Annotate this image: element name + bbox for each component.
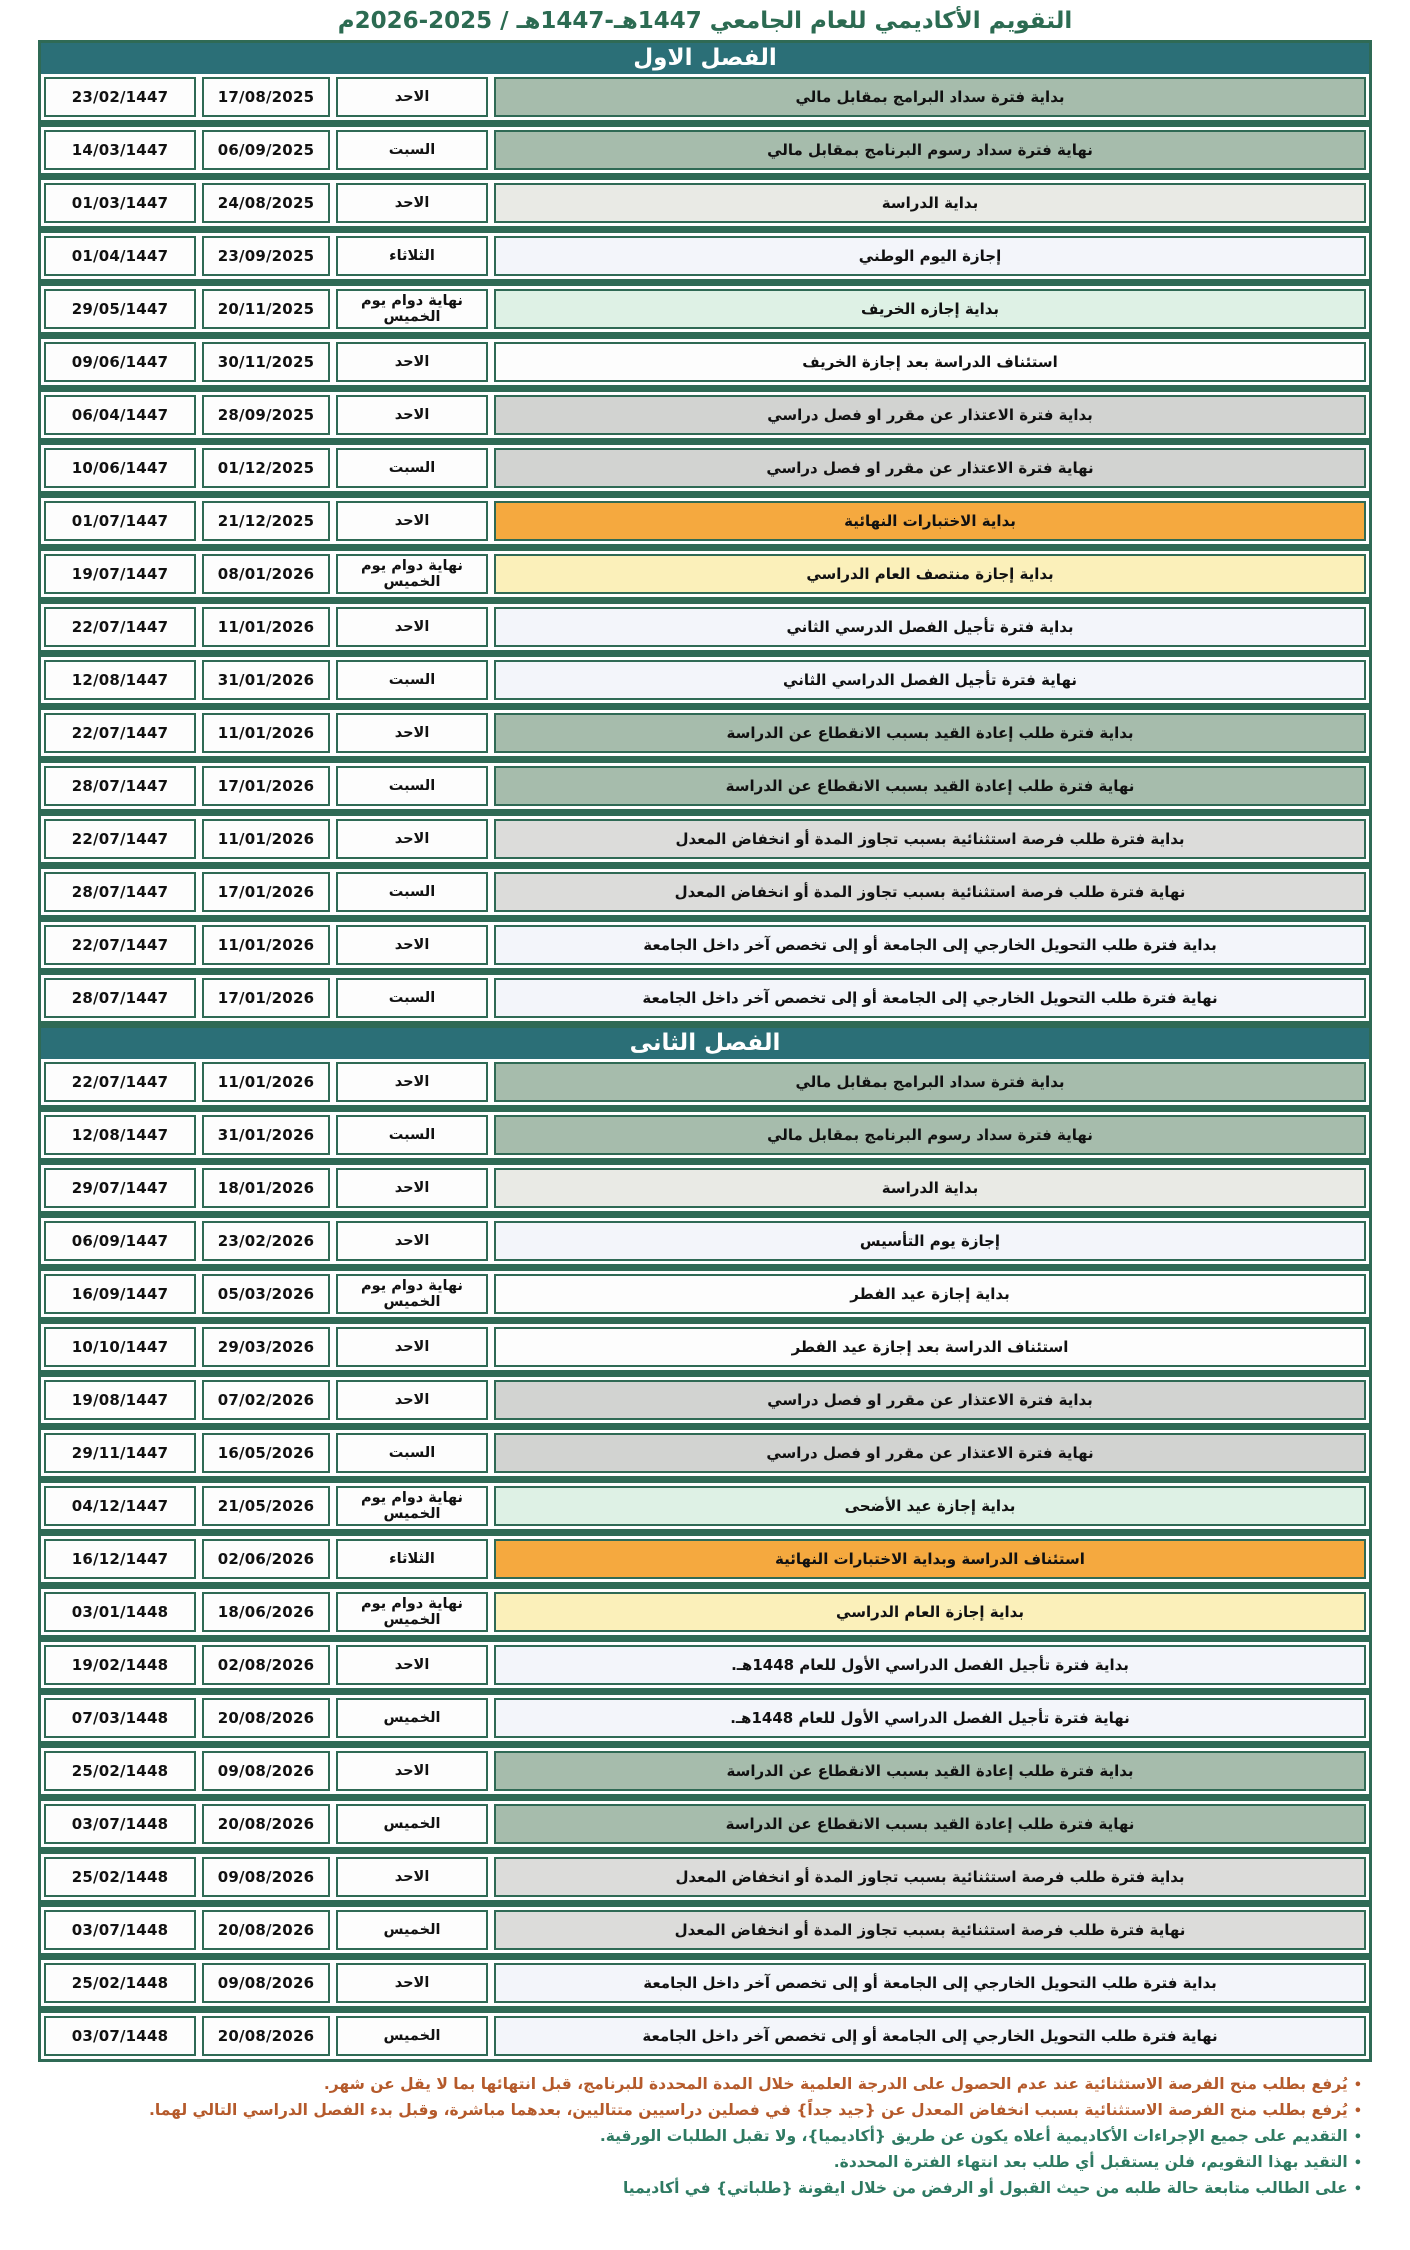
day-cell: الخميس bbox=[336, 2016, 488, 2056]
event-cell: بداية إجازة العام الدراسي bbox=[494, 1592, 1366, 1632]
event-cell: نهاية فترة تأجيل الفصل الدراسي الأول للعام 1448هـ. bbox=[494, 1698, 1366, 1738]
event-cell: بداية فترة الاعتذار عن مقرر او فصل دراسي bbox=[494, 395, 1366, 435]
event-cell: نهاية فترة تأجيل الفصل الدراسي الثاني bbox=[494, 660, 1366, 700]
day-cell: الاحد bbox=[336, 1062, 488, 1102]
table-row bbox=[41, 922, 1369, 975]
day-cell: الاحد bbox=[336, 1963, 488, 2003]
event-cell: نهاية فترة الاعتذار عن مقرر او فصل دراسي bbox=[494, 1433, 1366, 1473]
page-title: التقويم الأكاديمي للعام الجامعي 1447هـ-1447هـ / 2025-2026م bbox=[337, 8, 1073, 34]
footnote-text: على الطالب متابعة حالة طلبه من حيث القبول أو الرفض من خلال ايقونة {طلباتي} في أكاديميا bbox=[622, 2179, 1348, 2197]
day-cell: السبت bbox=[336, 766, 488, 806]
day-cell: السبت bbox=[336, 1115, 488, 1155]
table-row bbox=[41, 392, 1369, 445]
day-cell: الخميس bbox=[336, 1698, 488, 1738]
bullet-icon: • bbox=[1353, 2182, 1362, 2197]
event-cell: نهاية فترة طلب فرصة استثنائية بسبب تجاوز المدة أو انخفاض المعدل bbox=[494, 872, 1366, 912]
gregorian-date-cell: 21/05/2026 bbox=[202, 1486, 330, 1526]
gregorian-date-cell: 17/01/2026 bbox=[202, 978, 330, 1018]
footnote-text: يُرفع بطلب منح الفرصة الاستثنائية بسبب انخفاض المعدل عن {جيد جداً} في فصلين دراسيين متتاليين، بعدهما مباشرة، وقبل بدء الفصل الدراسي التالي لهما. bbox=[148, 2101, 1348, 2119]
gregorian-date-cell: 05/03/2026 bbox=[202, 1274, 330, 1314]
day-cell: الاحد bbox=[336, 713, 488, 753]
gregorian-date-cell: 09/08/2026 bbox=[202, 1857, 330, 1897]
day-cell: الخميس bbox=[336, 1910, 488, 1950]
gregorian-date-cell: 17/01/2026 bbox=[202, 872, 330, 912]
day-cell: نهاية دوام يوم الخميس bbox=[336, 1274, 488, 1314]
hijri-date-cell: 03/07/1448 bbox=[44, 1804, 196, 1844]
gregorian-date-cell: 20/08/2026 bbox=[202, 1698, 330, 1738]
day-cell: الاحد bbox=[336, 1751, 488, 1791]
hijri-date-cell: 03/01/1448 bbox=[44, 1592, 196, 1632]
hijri-date-cell: 22/07/1447 bbox=[44, 1062, 196, 1102]
footnote-text: التقديم على جميع الإجراءات الأكاديمية أعلاه يكون عن طريق {أكاديميا}، ولا تقبل الطلبات الورقية. bbox=[599, 2127, 1348, 2145]
hijri-date-cell: 29/05/1447 bbox=[44, 289, 196, 329]
table-row bbox=[41, 498, 1369, 551]
gregorian-date-cell: 02/08/2026 bbox=[202, 1645, 330, 1685]
hijri-date-cell: 28/07/1447 bbox=[44, 766, 196, 806]
event-cell: بداية فترة سداد البرامج بمقابل مالي bbox=[494, 77, 1366, 117]
hijri-date-cell: 22/07/1447 bbox=[44, 607, 196, 647]
event-cell: بداية إجازة عيد الأضحى bbox=[494, 1486, 1366, 1526]
event-cell: نهاية فترة سداد رسوم البرنامج بمقابل مالي bbox=[494, 1115, 1366, 1155]
day-cell: الاحد bbox=[336, 1221, 488, 1261]
table-row bbox=[41, 710, 1369, 763]
table-row bbox=[41, 1960, 1369, 2013]
day-cell: الاحد bbox=[336, 183, 488, 223]
table-row bbox=[41, 1112, 1369, 1165]
hijri-date-cell: 29/11/1447 bbox=[44, 1433, 196, 1473]
hijri-date-cell: 28/07/1447 bbox=[44, 978, 196, 1018]
table-row bbox=[41, 551, 1369, 604]
event-cell: استئناف الدراسة بعد إجازة عيد الفطر bbox=[494, 1327, 1366, 1367]
day-cell: السبت bbox=[336, 872, 488, 912]
event-cell: نهاية فترة طلب التحويل الخارجي إلى الجامعة أو إلى تخصص آخر داخل الجامعة bbox=[494, 2016, 1366, 2056]
hijri-date-cell: 19/08/1447 bbox=[44, 1380, 196, 1420]
gregorian-date-cell: 23/09/2025 bbox=[202, 236, 330, 276]
table-row bbox=[41, 127, 1369, 180]
hijri-date-cell: 16/09/1447 bbox=[44, 1274, 196, 1314]
event-cell: بداية إجازه الخريف bbox=[494, 289, 1366, 329]
table-row bbox=[41, 1483, 1369, 1536]
day-cell: الثلاثاء bbox=[336, 1539, 488, 1579]
event-cell: بداية إجازة عيد الفطر bbox=[494, 1274, 1366, 1314]
day-cell: الخميس bbox=[336, 1804, 488, 1844]
gregorian-date-cell: 09/08/2026 bbox=[202, 1751, 330, 1791]
event-cell: بداية فترة تأجيل الفصل الدرسي الثاني bbox=[494, 607, 1366, 647]
gregorian-date-cell: 17/01/2026 bbox=[202, 766, 330, 806]
gregorian-date-cell: 11/01/2026 bbox=[202, 925, 330, 965]
hijri-date-cell: 22/07/1447 bbox=[44, 819, 196, 859]
table-row bbox=[41, 975, 1369, 1028]
hijri-date-cell: 09/06/1447 bbox=[44, 342, 196, 382]
table-row bbox=[41, 657, 1369, 710]
gregorian-date-cell: 06/09/2025 bbox=[202, 130, 330, 170]
event-cell: بداية فترة طلب التحويل الخارجي إلى الجامعة أو إلى تخصص آخر داخل الجامعة bbox=[494, 1963, 1366, 2003]
gregorian-date-cell: 11/01/2026 bbox=[202, 713, 330, 753]
event-cell: بداية إجازة منتصف العام الدراسي bbox=[494, 554, 1366, 594]
gregorian-date-cell: 11/01/2026 bbox=[202, 819, 330, 859]
table-row bbox=[41, 286, 1369, 339]
table-row bbox=[41, 1271, 1369, 1324]
semester-1-section bbox=[41, 43, 1369, 1028]
hijri-date-cell: 22/07/1447 bbox=[44, 713, 196, 753]
hijri-date-cell: 06/09/1447 bbox=[44, 1221, 196, 1261]
footnotes bbox=[40, 2072, 1362, 2202]
semester-1-rows bbox=[41, 74, 1369, 1028]
gregorian-date-cell: 28/09/2025 bbox=[202, 395, 330, 435]
day-cell: الاحد bbox=[336, 925, 488, 965]
hijri-date-cell: 16/12/1447 bbox=[44, 1539, 196, 1579]
event-cell: بداية الدراسة bbox=[494, 183, 1366, 223]
event-cell: إجازة يوم التأسيس bbox=[494, 1221, 1366, 1261]
table-row bbox=[41, 233, 1369, 286]
table-row bbox=[41, 339, 1369, 392]
event-cell: نهاية فترة الاعتذار عن مقرر او فصل دراسي bbox=[494, 448, 1366, 488]
gregorian-date-cell: 29/03/2026 bbox=[202, 1327, 330, 1367]
event-cell: استئناف الدراسة وبداية الاختبارات النهائية bbox=[494, 1539, 1366, 1579]
hijri-date-cell: 03/07/1448 bbox=[44, 2016, 196, 2056]
table-row bbox=[41, 445, 1369, 498]
bullet-icon: • bbox=[1353, 2104, 1362, 2119]
hijri-date-cell: 10/10/1447 bbox=[44, 1327, 196, 1367]
table-row bbox=[41, 1801, 1369, 1854]
day-cell: الاحد bbox=[336, 395, 488, 435]
hijri-date-cell: 25/02/1448 bbox=[44, 1963, 196, 2003]
day-cell: نهاية دوام يوم الخميس bbox=[336, 1592, 488, 1632]
day-cell: السبت bbox=[336, 130, 488, 170]
day-cell: الاحد bbox=[336, 1645, 488, 1685]
gregorian-date-cell: 31/01/2026 bbox=[202, 660, 330, 700]
footnote bbox=[40, 2176, 1362, 2202]
table-row bbox=[41, 1059, 1369, 1112]
event-cell: بداية فترة طلب إعادة القيد بسبب الانقطاع عن الدراسة bbox=[494, 1751, 1366, 1791]
hijri-date-cell: 06/04/1447 bbox=[44, 395, 196, 435]
table-row bbox=[41, 816, 1369, 869]
day-cell: السبت bbox=[336, 978, 488, 1018]
footnote bbox=[40, 2072, 1362, 2098]
hijri-date-cell: 25/02/1448 bbox=[44, 1857, 196, 1897]
gregorian-date-cell: 20/11/2025 bbox=[202, 289, 330, 329]
gregorian-date-cell: 07/02/2026 bbox=[202, 1380, 330, 1420]
event-cell: نهاية فترة طلب إعادة القيد بسبب الانقطاع عن الدراسة bbox=[494, 1804, 1366, 1844]
day-cell: السبت bbox=[336, 660, 488, 700]
event-cell: نهاية فترة طلب إعادة القيد بسبب الانقطاع عن الدراسة bbox=[494, 766, 1366, 806]
hijri-date-cell: 12/08/1447 bbox=[44, 1115, 196, 1155]
gregorian-date-cell: 01/12/2025 bbox=[202, 448, 330, 488]
hijri-date-cell: 19/02/1448 bbox=[44, 1645, 196, 1685]
footnote-text: التقيد بهذا التقويم، فلن يستقبل أي طلب بعد انتهاء الفترة المحددة. bbox=[833, 2153, 1348, 2171]
gregorian-date-cell: 08/01/2026 bbox=[202, 554, 330, 594]
day-cell: الاحد bbox=[336, 607, 488, 647]
calendar-table bbox=[38, 40, 1372, 2062]
gregorian-date-cell: 20/08/2026 bbox=[202, 1804, 330, 1844]
bullet-icon: • bbox=[1353, 2078, 1362, 2093]
semester-2-header: الفصل الثانى bbox=[41, 1028, 1369, 1059]
table-row bbox=[41, 763, 1369, 816]
footnote-text: يُرفع بطلب منح الفرصة الاستثنائية عند عدم الحصول على الدرجة العلمية خلال المدة المحددة للبرنامج، قبل انتهائها بما لا يقل عن شهر. bbox=[323, 2075, 1348, 2093]
event-cell: استئناف الدراسة بعد إجازة الخريف bbox=[494, 342, 1366, 382]
bullet-icon: • bbox=[1353, 2156, 1362, 2171]
hijri-date-cell: 01/07/1447 bbox=[44, 501, 196, 541]
table-row bbox=[41, 180, 1369, 233]
table-row bbox=[41, 869, 1369, 922]
table-row bbox=[41, 1536, 1369, 1589]
table-row bbox=[41, 2013, 1369, 2059]
event-cell: بداية فترة طلب فرصة استثنائية بسبب تجاوز المدة أو انخفاض المعدل bbox=[494, 819, 1366, 859]
table-row bbox=[41, 1218, 1369, 1271]
table-row bbox=[41, 1589, 1369, 1642]
gregorian-date-cell: 11/01/2026 bbox=[202, 1062, 330, 1102]
day-cell: السبت bbox=[336, 1433, 488, 1473]
gregorian-date-cell: 31/01/2026 bbox=[202, 1115, 330, 1155]
day-cell: الاحد bbox=[336, 1168, 488, 1208]
gregorian-date-cell: 21/12/2025 bbox=[202, 501, 330, 541]
day-cell: الاحد bbox=[336, 342, 488, 382]
event-cell: بداية فترة طلب إعادة القيد بسبب الانقطاع عن الدراسة bbox=[494, 713, 1366, 753]
day-cell: الاحد bbox=[336, 1857, 488, 1897]
table-row bbox=[41, 74, 1369, 127]
table-row bbox=[41, 1377, 1369, 1430]
hijri-date-cell: 19/07/1447 bbox=[44, 554, 196, 594]
gregorian-date-cell: 16/05/2026 bbox=[202, 1433, 330, 1473]
day-cell: الاحد bbox=[336, 819, 488, 859]
table-row bbox=[41, 604, 1369, 657]
table-row bbox=[41, 1165, 1369, 1218]
day-cell: نهاية دوام يوم الخميس bbox=[336, 289, 488, 329]
hijri-date-cell: 28/07/1447 bbox=[44, 872, 196, 912]
semester-2-section bbox=[41, 1028, 1369, 2059]
gregorian-date-cell: 30/11/2025 bbox=[202, 342, 330, 382]
event-cell: نهاية فترة طلب فرصة استثنائية بسبب تجاوز المدة أو انخفاض المعدل bbox=[494, 1910, 1366, 1950]
day-cell: الاحد bbox=[336, 501, 488, 541]
event-cell: بداية فترة الاعتذار عن مقرر او فصل دراسي bbox=[494, 1380, 1366, 1420]
gregorian-date-cell: 18/01/2026 bbox=[202, 1168, 330, 1208]
footnote bbox=[40, 2098, 1362, 2124]
day-cell: نهاية دوام يوم الخميس bbox=[336, 1486, 488, 1526]
hijri-date-cell: 12/08/1447 bbox=[44, 660, 196, 700]
event-cell: إجازة اليوم الوطني bbox=[494, 236, 1366, 276]
event-cell: نهاية فترة طلب التحويل الخارجي إلى الجامعة أو إلى تخصص آخر داخل الجامعة bbox=[494, 978, 1366, 1018]
semester-1-header: الفصل الاول bbox=[41, 43, 1369, 74]
hijri-date-cell: 07/03/1448 bbox=[44, 1698, 196, 1738]
hijri-date-cell: 03/07/1448 bbox=[44, 1910, 196, 1950]
gregorian-date-cell: 02/06/2026 bbox=[202, 1539, 330, 1579]
gregorian-date-cell: 23/02/2026 bbox=[202, 1221, 330, 1261]
hijri-date-cell: 25/02/1448 bbox=[44, 1751, 196, 1791]
hijri-date-cell: 23/02/1447 bbox=[44, 77, 196, 117]
hijri-date-cell: 01/04/1447 bbox=[44, 236, 196, 276]
table-row bbox=[41, 1324, 1369, 1377]
day-cell: الاحد bbox=[336, 1380, 488, 1420]
table-row bbox=[41, 1695, 1369, 1748]
event-cell: نهاية فترة سداد رسوم البرنامج بمقابل مالي bbox=[494, 130, 1366, 170]
semester-2-rows bbox=[41, 1059, 1369, 2059]
hijri-date-cell: 10/06/1447 bbox=[44, 448, 196, 488]
day-cell: السبت bbox=[336, 448, 488, 488]
day-cell: الاحد bbox=[336, 1327, 488, 1367]
table-row bbox=[41, 1748, 1369, 1801]
hijri-date-cell: 29/07/1447 bbox=[44, 1168, 196, 1208]
gregorian-date-cell: 17/08/2025 bbox=[202, 77, 330, 117]
gregorian-date-cell: 20/08/2026 bbox=[202, 2016, 330, 2056]
table-row bbox=[41, 1907, 1369, 1960]
gregorian-date-cell: 09/08/2026 bbox=[202, 1963, 330, 2003]
event-cell: بداية فترة طلب التحويل الخارجي إلى الجامعة أو إلى تخصص آخر داخل الجامعة bbox=[494, 925, 1366, 965]
event-cell: بداية الاختبارات النهائية bbox=[494, 501, 1366, 541]
footnote bbox=[40, 2124, 1362, 2150]
event-cell: بداية فترة طلب فرصة استثنائية بسبب تجاوز المدة أو انخفاض المعدل bbox=[494, 1857, 1366, 1897]
day-cell: نهاية دوام يوم الخميس bbox=[336, 554, 488, 594]
bullet-icon: • bbox=[1353, 2130, 1362, 2145]
hijri-date-cell: 14/03/1447 bbox=[44, 130, 196, 170]
event-cell: بداية الدراسة bbox=[494, 1168, 1366, 1208]
hijri-date-cell: 22/07/1447 bbox=[44, 925, 196, 965]
day-cell: الاحد bbox=[336, 77, 488, 117]
event-cell: بداية فترة تأجيل الفصل الدراسي الأول للعام 1448هـ. bbox=[494, 1645, 1366, 1685]
gregorian-date-cell: 20/08/2026 bbox=[202, 1910, 330, 1950]
table-row bbox=[41, 1642, 1369, 1695]
gregorian-date-cell: 11/01/2026 bbox=[202, 607, 330, 647]
gregorian-date-cell: 18/06/2026 bbox=[202, 1592, 330, 1632]
hijri-date-cell: 04/12/1447 bbox=[44, 1486, 196, 1526]
table-row bbox=[41, 1430, 1369, 1483]
event-cell: بداية فترة سداد البرامج بمقابل مالي bbox=[494, 1062, 1366, 1102]
day-cell: الثلاثاء bbox=[336, 236, 488, 276]
hijri-date-cell: 01/03/1447 bbox=[44, 183, 196, 223]
footnote bbox=[40, 2150, 1362, 2176]
gregorian-date-cell: 24/08/2025 bbox=[202, 183, 330, 223]
table-row bbox=[41, 1854, 1369, 1907]
